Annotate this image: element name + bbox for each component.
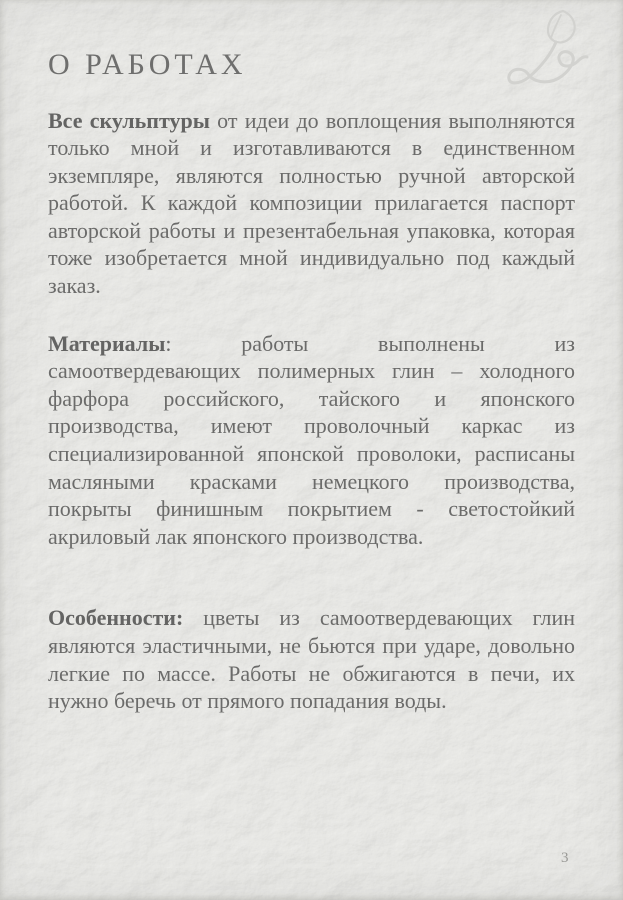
paragraph-materials-text: : работы выполнены из самоотвердевающих полимерных глин – холодного фарфора российского, тайского и японского производства, имеют проволочный каркас из специализированной японской проволоки, расписаны масляными красками немецкого производства, покрыты финишным покрытием - светостойкий акриловый лак японского производства. [48, 330, 575, 549]
paragraph-features-text: цветы из самоотвердевающих глин являются эластичными, не бьются при ударе, довольно легкие по массе. Работы не обжигаются в печи, их нужно беречь от прямого попадания воды. [48, 605, 575, 714]
paragraph-features [48, 604, 575, 714]
page-title: О РАБОТАХ [48, 48, 247, 81]
paragraph-sculptures-lead: Все скульптуры [48, 107, 210, 133]
paragraph-materials [48, 330, 575, 551]
paragraph-materials-lead: Материалы [48, 330, 166, 356]
paragraph-sculptures [48, 107, 575, 300]
page-number: 3 [561, 850, 569, 866]
paragraph-sculptures-text: от идеи до воплощения выполняются только мной и изготавливаются в единственном экземпляре, являются полностью ручной авторской работой. К каждой композиции прилагается паспорт авторской работы и презентабельная упаковка, которая тоже изобретается мной индивидуально под каждый заказ. [48, 107, 575, 299]
paragraph-features-lead: Особенности: [48, 605, 184, 631]
page-content [0, 46, 623, 715]
